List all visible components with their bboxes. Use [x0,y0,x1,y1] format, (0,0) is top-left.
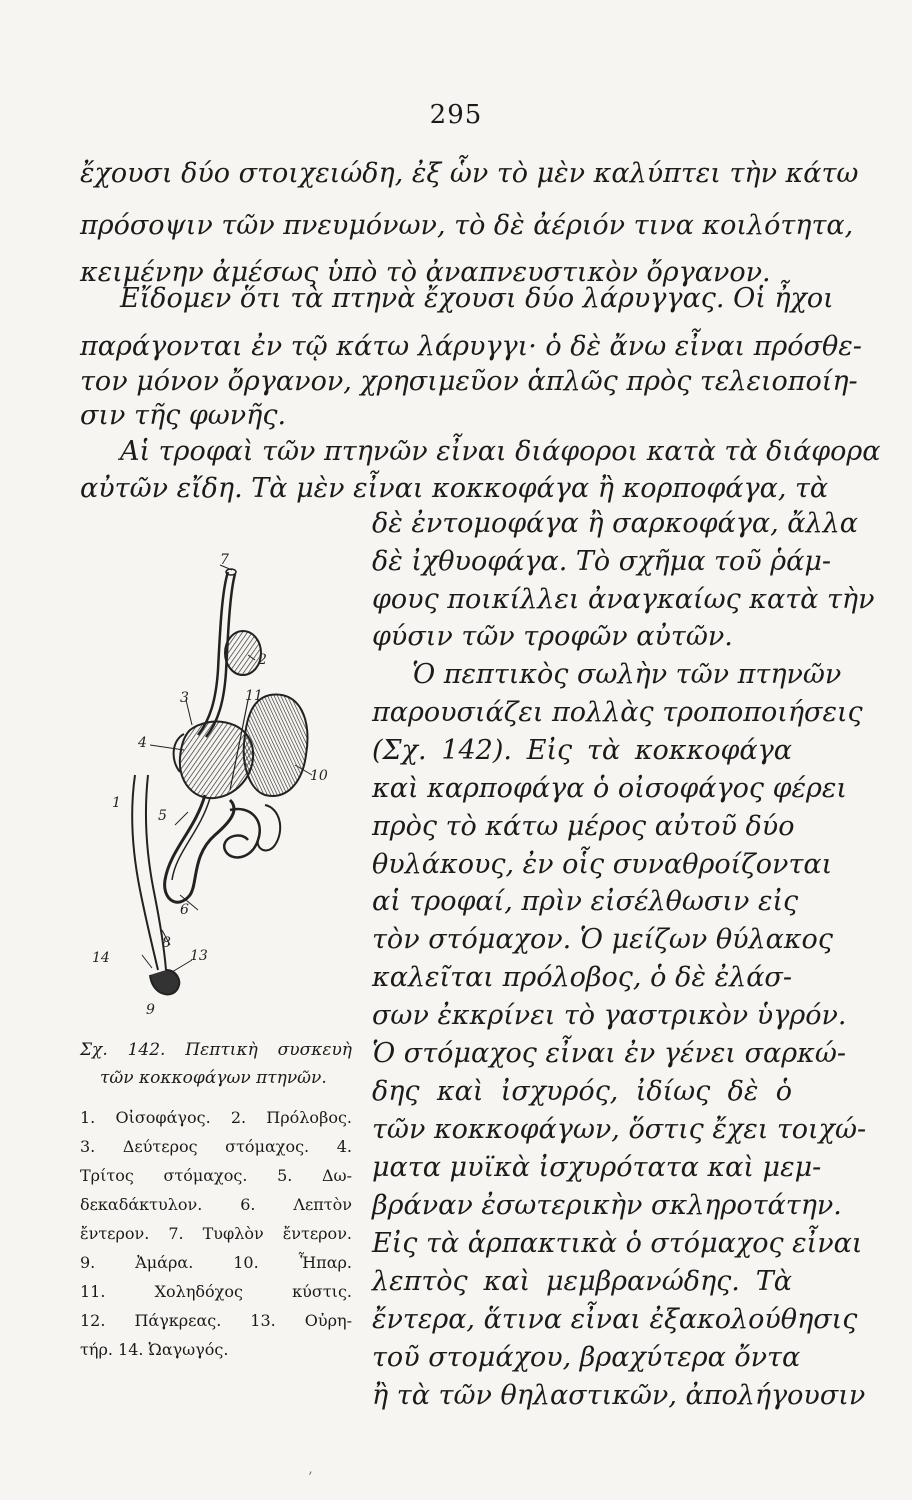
label-6: 6 [180,902,189,918]
label-7: 7 [220,552,229,568]
text-line: αἱ τροφαί, πρὶν εἰσέλθωσιν εἰς [372,886,799,917]
legend-line: 9. Ἀμάρα. 10. Ἧπαρ. [80,1253,352,1272]
text-line: πρὸς τὸ κάτω μέρος αὐτοῦ δύο [372,811,795,842]
legend-line: Τρίτος στόμαχος. 5. Δω- [80,1166,352,1185]
label-4: 4 [138,735,147,751]
caption-line: τῶν κοκκοφάγων πτηνῶν. [100,1068,327,1088]
text-line: θυλάκους, ἐν οἷς συναθροίζονται [372,849,833,880]
text-line: ἢ τὰ τῶν θηλαστικῶν, ἀπολήγουσιν [372,1380,866,1411]
label-10: 10 [310,768,328,784]
text-line: κειμένην ἀμέσως ὑπὸ τὸ ἀναπνευστικὸν ὄργανον. [80,257,771,288]
legend-line: 3. Δεύτερος στόμαχος. 4. [80,1137,352,1156]
text-line: Ὁ πεπτικὸς σωλὴν τῶν πτηνῶν [412,659,842,690]
legend-line: 1. Οἰσοφάγος. 2. Πρόλοβος. [80,1108,352,1127]
text-line: Ὁ στόμαχος εἶναι ἐν γένει σαρκώ- [372,1038,846,1069]
text-line: δης καὶ ἰσχυρός, ἰδίως δὲ ὁ [372,1076,792,1107]
esophagus-shape [198,572,228,735]
text-line: σιν τῆς φωνῆς. [80,400,287,431]
text-line: λεπτὸς καὶ μεμβρανώδης. Τὰ [372,1266,792,1297]
legend-line: δεκαδάκτυλον. 6. Λεπτὸν [80,1195,352,1214]
text-line: ματα μυϊκὰ ἰσχυρότατα καὶ μεμ- [372,1152,822,1183]
legend-line: 11. Χοληδόχος κύστις. [80,1282,352,1301]
label-9: 9 [146,1002,155,1018]
text-line: Εἰς τὰ ἁρπακτικὰ ὁ στόμαχος εἶναι [372,1228,863,1259]
printer-mark: ’ [308,1470,313,1486]
text-line: (Σχ. 142). Εἰς τὰ κοκκοφάγα [372,735,792,766]
text-line: φους ποικίλλει ἀναγκαίως κατὰ τὴν [372,584,875,615]
text-line: καὶ καρποφάγα ὁ οἰσοφάγος φέρει [372,773,847,804]
label-14: 14 [92,950,110,966]
label-3: 3 [180,690,189,706]
text-line: φύσιν τῶν τροφῶν αὐτῶν. [372,621,733,652]
label-1: 1 [112,795,121,811]
text-line: ἔχουσι δύο στοιχειώδη, ἐξ ὧν τὸ μὲν καλύπτει τὴν κάτω [80,158,859,189]
text-line: τῶν κοκκοφάγων, ὅστις ἔχει τοιχώ- [372,1114,867,1145]
text-line: παράγονται ἐν τῷ κάτω λάρυγγι· ὁ δὲ ἄνω εἶναι πρόσθε- [80,331,862,362]
text-line: Εἴδομεν ὅτι τὰ πτηνὰ ἔχουσι δύο λάρυγγας. Οἱ ἦχοι [120,283,834,314]
legend-line: 12. Πάγκρεας. 13. Οὐρη- [80,1311,352,1330]
crop-shape [225,631,261,675]
text-line: καλεῖται πρόλοβος, ὁ δὲ ἐλάσ- [372,962,792,993]
text-line: παρουσιάζει πολλὰς τροποποιήσεις [372,697,863,728]
text-line: τὸν στόμαχον. Ὁ μείζων θύλακος [372,924,833,955]
text-line: τον μόνον ὄργανον, χρησιμεῦον ἁπλῶς πρὸς τελειοποίη- [80,366,858,397]
label-8: 8 [162,935,171,951]
text-line: σων ἐκκρίνει τὸ γαστρικὸν ὑγρόν. [372,1000,847,1031]
text-line: ἔντερα, ἅτινα εἶναι ἐξακολούθησις [372,1304,858,1335]
legend-line: τήρ. 14. Ὠαγωγός. [80,1340,229,1359]
text-line: Αἱ τροφαὶ τῶν πτηνῶν εἶναι διάφοροι κατὰ τὰ διάφορα [120,436,881,467]
label-5: 5 [158,808,167,824]
label-2: 2 [258,652,267,668]
text-line: πρόσοψιν τῶν πνευμόνων, τὸ δὲ ἀέριόν τινα κοιλότητα, [80,210,854,241]
liver-shape [244,694,308,795]
legend-line: ἔντερον. 7. Τυφλὸν ἔντερον. [80,1224,352,1243]
caption-line: Σχ. 142. Πεπτικὴ συσκευὴ [80,1040,352,1060]
text-line: τοῦ στομάχου, βραχύτερα ὄντα [372,1342,801,1373]
page-number: 295 [429,100,483,130]
label-13: 13 [190,948,208,964]
text-line: δὲ ἰχθυοφάγα. Τὸ σχῆμα τοῦ ῥάμ- [372,546,832,577]
text-line: αὐτῶν εἴδη. Τὰ μὲν εἶναι κοκκοφάγα ἢ κορποφάγα, τὰ [80,473,829,504]
label-11: 11 [245,688,263,704]
cloaca-shape [150,970,179,994]
digestive-system-illustration [80,550,360,1020]
text-line: δὲ ἐντομοφάγα ἢ σαρκοφάγα, ἄλλα [372,508,858,539]
text-line: βράναν ἐσωτερικὴν σκληροτάτην. [372,1190,842,1221]
illustration-svg [80,550,360,1020]
stomach-shape [180,722,253,799]
